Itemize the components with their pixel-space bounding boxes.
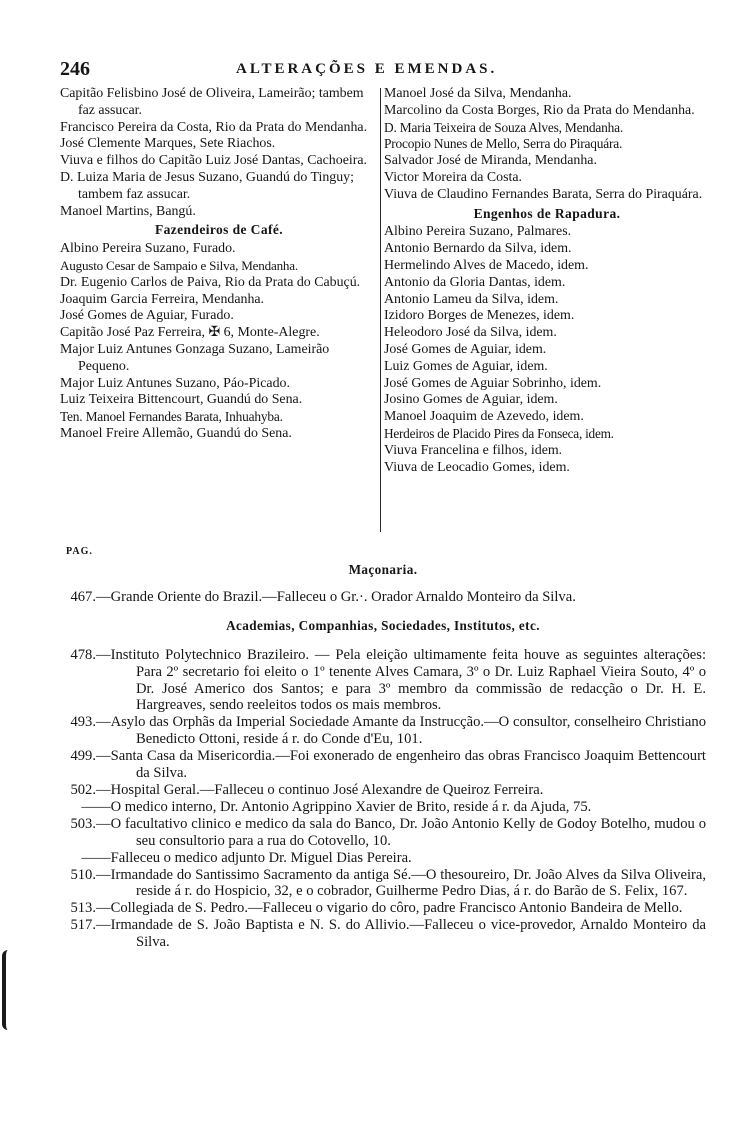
list-item: Luiz Gomes de Aguiar, idem. <box>384 358 548 374</box>
two-column-listing <box>60 86 710 532</box>
pag-label: PAG. <box>66 546 93 557</box>
list-item <box>60 900 706 917</box>
list-item: Izidoro Borges de Menezes, idem. <box>384 308 575 324</box>
list-item: Major Luiz Antunes Suzano, Páo-Picado. <box>60 375 290 391</box>
section-title-academias: Academias, Companhias, Sociedades, Institutos, etc. <box>226 617 540 633</box>
section-title-maconaria: Maçonaria. <box>348 562 418 577</box>
item-number: — <box>81 849 96 866</box>
list-item: Josino Gomes de Aguiar, idem. <box>384 392 558 408</box>
list-item: Herdeiros de Placido Pires da Fonseca, idem. <box>384 425 614 441</box>
item-number: 467. <box>70 588 96 605</box>
subheading-engenhos-rapadura: Engenhos de Rapadura. <box>473 205 621 221</box>
page-number: 246 <box>60 58 90 80</box>
list-item: Manoel Freire Allemão, Guandú do Sena. <box>60 425 292 441</box>
list-item <box>60 867 706 901</box>
item-number: 502. <box>70 781 96 798</box>
list-item: D. Luiza Maria de Jesus Suzano, Guandú do Tinguy; tambem faz assucar. <box>60 169 354 202</box>
right-column <box>384 86 710 476</box>
list-item: Luiz Teixeira Bittencourt, Guandú do Sena. <box>60 392 303 408</box>
list-item: Francisco Pereira da Costa, Rio da Prata do Mendanha. <box>60 119 368 135</box>
list-item: José Clemente Marques, Sete Riachos. <box>60 136 276 152</box>
running-title: ALTERAÇÕES E EMENDAS. <box>236 61 498 77</box>
item-number: 503. <box>70 815 96 832</box>
column-divider <box>380 88 381 532</box>
item-text: —Falleceu o medico adjunto Dr. Miguel Dias Pereira. <box>96 849 412 866</box>
list-item: José Gomes de Aguiar Sobrinho, idem. <box>384 375 602 391</box>
margin-bracket-mark <box>2 950 14 1030</box>
item-number: 499. <box>70 748 96 765</box>
main-body <box>60 562 706 951</box>
item-text: —O medico interno, Dr. Antonio Agrippino Xavier de Brito, reside á r. da Ajuda, 75. <box>96 798 592 815</box>
list-item: Albino Pereira Suzano, Furado. <box>60 241 236 257</box>
list-item <box>60 589 706 606</box>
list-item <box>60 714 706 748</box>
list-item <box>60 816 706 850</box>
item-text: —Irmandade do Santissimo Sacramento da antiga Sé.—O thesoureiro, Dr. João Alves da Silva Oliveira, reside á r. do Hospicio, 32, e o cobrador, Guilherme Pedro Dias, á r. do Barão de S. Felix, 167. <box>96 866 706 900</box>
page-header <box>60 58 706 82</box>
item-number: 510. <box>70 866 96 883</box>
list-item: Antonio Bernardo da Silva, idem. <box>384 241 572 257</box>
list-item: Dr. Eugenio Carlos de Paiva, Rio da Prata do Cabuçú. <box>60 274 361 290</box>
list-item: Major Luiz Antunes Gonzaga Suzano, Lameirão Pequeno. <box>60 341 330 374</box>
list-item: José Gomes de Aguiar, idem. <box>384 341 547 357</box>
item-text: —Hospital Geral.—Falleceu o continuo José Alexandre de Queiroz Ferreira. <box>96 781 544 798</box>
item-number: 493. <box>70 714 96 731</box>
list-item: D. Maria Teixeira de Souza Alves, Mendanha. <box>384 119 623 135</box>
list-item: Capitão José Paz Ferreira, ✠ 6, Monte-Alegre. <box>60 325 320 341</box>
item-number: — <box>81 798 96 815</box>
item-number: 513. <box>70 900 96 917</box>
list-item: Viuva de Leocadio Gomes, idem. <box>384 459 570 475</box>
item-number: 478. <box>70 646 96 663</box>
list-item <box>60 782 706 799</box>
list-item: Antonio Lameu da Silva, idem. <box>384 291 559 307</box>
list-item: Salvador José de Miranda, Mendanha. <box>384 153 597 169</box>
list-item: Manoel José da Silva, Mendanha. <box>384 86 572 101</box>
list-item: Ten. Manoel Fernandes Barata, Inhuahyba. <box>60 409 283 425</box>
list-item <box>60 850 706 867</box>
item-number: 517. <box>70 917 96 934</box>
list-item: Manoel Joaquim de Azevedo, idem. <box>384 409 584 425</box>
list-item <box>60 748 706 782</box>
list-item <box>60 647 706 715</box>
list-item: Augusto Cesar de Sampaio e Silva, Mendanha. <box>60 257 298 273</box>
list-item: Viuva de Claudino Fernandes Barata, Serra do Piraquára. <box>384 186 703 202</box>
list-item: Viuva e filhos do Capitão Luiz José Dantas, Cachoeira. <box>60 153 367 169</box>
list-item <box>60 917 706 951</box>
subheading-fazendeiros-cafe: Fazendeiros de Café. <box>154 222 284 238</box>
list-item: Manoel Martins, Bangú. <box>60 203 196 219</box>
item-text: —Irmandade de S. João Baptista e N. S. do Allivio.—Falleceu o vice-provedor, Arnaldo Monteiro da Silva. <box>96 917 706 951</box>
list-item: Viuva Francelina e filhos, idem. <box>384 442 563 458</box>
item-text: —Instituto Polytechnico Brazileiro. — Pela eleição ultimamente feita houve as seguintes alterações: Para 2º secretario foi eleito o 1º tenente Alves Camara, 3º o Dr. Luiz Raphael Vieira Souto, 4º o Dr. José Americo dos Santos; e para 3º membro da commissão de redacção o Dr. H. E. Hargreaves, sendo reeleitos todos os mais membros. <box>96 646 706 714</box>
item-text: —Asylo das Orphãs da Imperial Sociedade Amante da Instrucção.—O consultor, conselheiro Christiano Benedicto Ottoni, reside á r. do Conde d'Eu, 101. <box>96 714 706 748</box>
list-item: Marcolino da Costa Borges, Rio da Prata do Mendanha. <box>384 102 695 118</box>
item-text: —Santa Casa da Misericordia.—Foi exonerado de engenheiro das obras Francisco Joaquim Bettencourt da Silva. <box>96 748 706 782</box>
list-item: Procopio Nunes de Mello, Serra do Piraquára. <box>384 136 623 152</box>
list-item: José Gomes de Aguiar, Furado. <box>60 308 234 324</box>
list-item: Victor Moreira da Costa. <box>384 169 523 185</box>
list-item: Joaquim Garcia Ferreira, Mendanha. <box>60 291 265 307</box>
item-text: —O facultativo clinico e medico da sala do Banco, Dr. João Antonio Kelly de Godoy Botelho, mudou o seu consultorio para a rua do Cotovello, 10. <box>96 815 706 849</box>
item-text: —Grande Oriente do Brazil.—Falleceu o Gr.·. Orador Arnaldo Monteiro da Silva. <box>96 588 576 605</box>
item-text: —Collegiada de S. Pedro.—Falleceu o vigario do côro, padre Francisco Antonio Bandeira de Mello. <box>96 900 683 917</box>
list-item: Heleodoro José da Silva, idem. <box>384 325 557 341</box>
list-item <box>60 799 706 816</box>
left-column <box>60 86 378 443</box>
list-item: Albino Pereira Suzano, Palmares. <box>384 224 572 240</box>
list-item: Antonio da Gloria Dantas, idem. <box>384 274 566 290</box>
list-item: Capitão Felisbino José de Oliveira, Lameirão; tambem faz assucar. <box>60 86 364 118</box>
list-item: Hermelindo Alves de Macedo, idem. <box>384 257 589 273</box>
